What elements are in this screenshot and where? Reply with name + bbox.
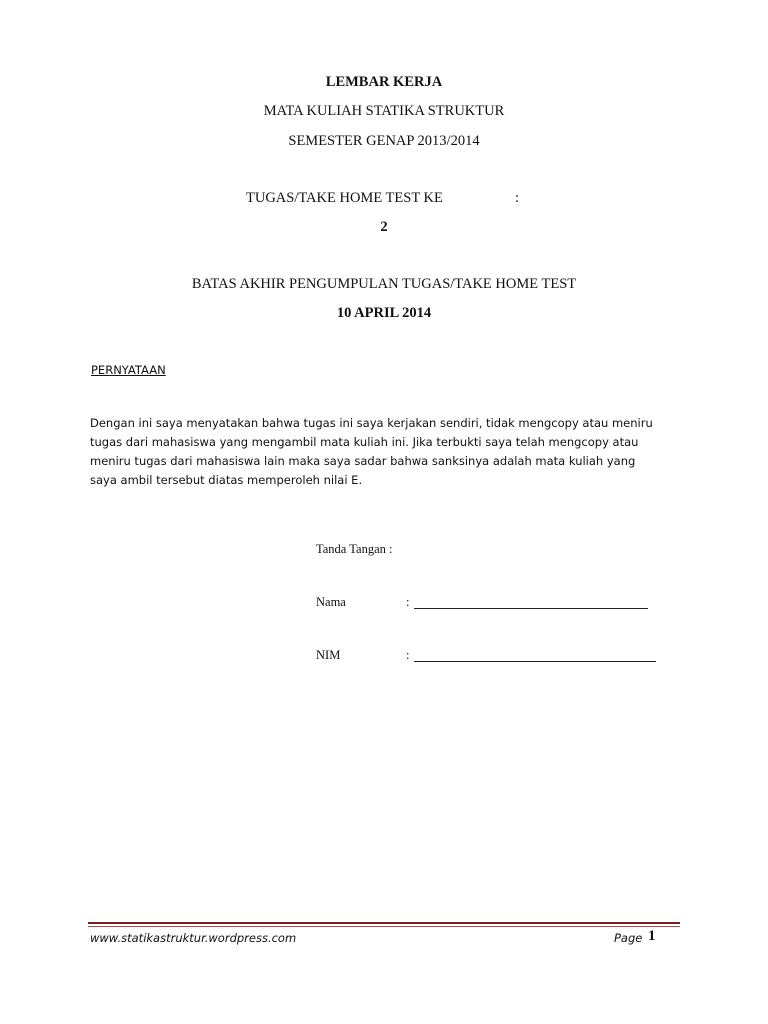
semester: SEMESTER GENAP 2013/2014: [288, 133, 480, 149]
course-name: MATA KULIAH STATIKA STRUKTUR: [263, 103, 505, 119]
statement-line: Dengan ini saya menyatakan bahwa tugas ini saya kerjakan sendiri, tidak mengcopy atau meniru: [90, 416, 653, 430]
footer-rule-top: [88, 922, 680, 924]
document-title: LEMBAR KERJA: [325, 74, 443, 90]
statement-line: tugas dari mahasiswa yang mengambil mata kuliah ini. Jika terbukti saya telah mengcopy atau: [90, 435, 639, 449]
deadline-label: BATAS AKHIR PENGUMPULAN TUGAS/TAKE HOME TEST: [191, 276, 577, 292]
name-label: Nama: [316, 595, 346, 609]
statement-line: saya ambil tersebut diatas memperoleh nilai E.: [90, 473, 363, 487]
deadline-date: 10 APRIL 2014: [336, 305, 432, 321]
footer-page-label: Page: [614, 931, 643, 945]
nim-underline: [414, 650, 656, 662]
statement-line: meniru tugas dari mahasiswa lain maka saya sadar bahwa sanksinya adalah mata kuliah yang: [90, 454, 636, 468]
footer-page-number: 1: [648, 928, 656, 944]
task-number: 2: [380, 219, 388, 235]
nim-field[interactable]: [414, 649, 656, 667]
nim-label: NIM: [316, 648, 341, 662]
statement-text: [90, 414, 690, 490]
task-colon: :: [515, 190, 520, 206]
footer-website: www.statikastruktur.wordpress.com: [90, 931, 297, 945]
statement-heading: PERNYATAAN: [91, 363, 166, 377]
name-colon: :: [406, 595, 410, 609]
task-label: TUGAS/TAKE HOME TEST KE: [246, 190, 443, 206]
footer-rule-bottom: [88, 926, 680, 927]
signature-label: Tanda Tangan :: [316, 542, 393, 556]
name-field[interactable]: [414, 596, 648, 614]
name-underline: [414, 597, 648, 609]
nim-colon: :: [406, 648, 410, 662]
